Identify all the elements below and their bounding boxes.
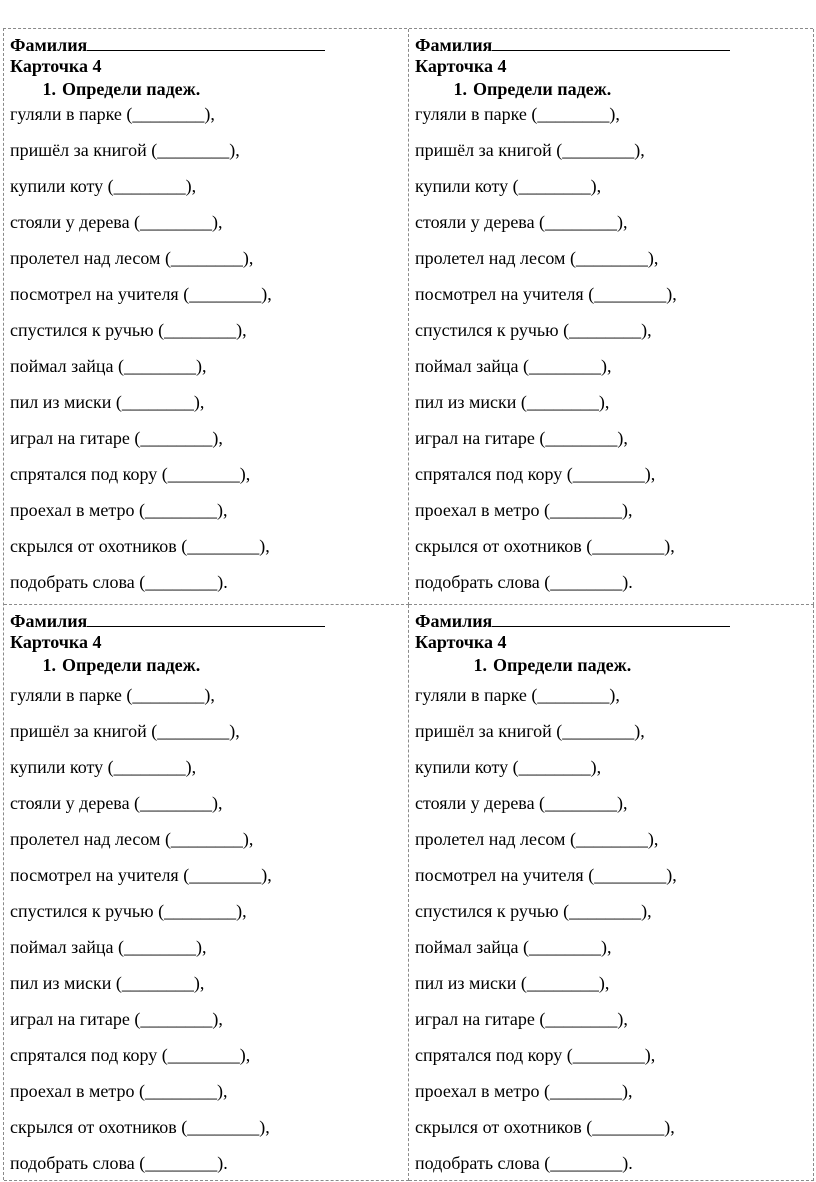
exercise-item: подобрать слова (________). <box>415 1153 633 1173</box>
task-heading <box>10 653 404 677</box>
exercise-item: поймал зайца (________), <box>415 937 612 957</box>
exercise-item: проехал в метро (________), <box>415 500 633 520</box>
exercise-item: скрылся от охотников (________), <box>10 1117 270 1137</box>
card-title: Карточка 4 <box>10 56 102 76</box>
exercise-item: посмотрел на учителя (________), <box>10 284 272 304</box>
surname-label: Фамилия <box>415 35 493 55</box>
exercise-item: подобрать слова (________). <box>10 572 228 592</box>
exercise-item: посмотрел на учителя (________), <box>415 865 677 885</box>
exercise-item: стояли у дерева (________), <box>415 793 628 813</box>
surname-label: Фамилия <box>10 611 88 631</box>
exercise-item: спустился к ручью (________), <box>415 320 652 340</box>
exercise-item: играл на гитаре (________), <box>415 1009 628 1029</box>
surname-blank <box>87 33 325 51</box>
exercise-item: поймал зайца (________), <box>415 356 612 376</box>
exercise-item: гуляли в парке (________), <box>10 104 215 124</box>
exercise-item: спрятался под кору (________), <box>415 1045 656 1065</box>
task-text: Определи падеж. <box>473 79 612 99</box>
exercise-item: проехал в метро (________), <box>10 1081 228 1101</box>
exercise-list <box>415 677 809 1181</box>
exercise-item: пил из миски (________), <box>10 392 205 412</box>
exercise-item: купили коту (________), <box>10 176 197 196</box>
exercise-item: пил из миски (________), <box>10 973 205 993</box>
exercise-item: спустился к ручью (________), <box>10 320 247 340</box>
task-text: Определи падеж. <box>62 79 201 99</box>
surname-label: Фамилия <box>10 35 88 55</box>
exercise-item: купили коту (________), <box>415 176 602 196</box>
exercise-item: пролетел над лесом (________), <box>415 248 659 268</box>
exercise-item: пролетел над лесом (________), <box>10 829 254 849</box>
exercise-item: купили коту (________), <box>415 757 602 777</box>
surname-line <box>415 33 809 55</box>
card-title: Карточка 4 <box>415 632 507 652</box>
exercise-item: скрылся от охотников (________), <box>415 1117 675 1137</box>
exercise-item: пролетел над лесом (________), <box>10 248 254 268</box>
worksheet-card-3 <box>4 605 409 1181</box>
exercise-item: спрятался под кору (________), <box>415 464 656 484</box>
surname-label: Фамилия <box>415 611 493 631</box>
exercise-item: проехал в метро (________), <box>10 500 228 520</box>
task-number: 1. <box>42 79 56 99</box>
exercise-list <box>10 96 404 600</box>
exercise-item: пришёл за книгой (________), <box>415 721 645 741</box>
exercise-item: посмотрел на учителя (________), <box>10 865 272 885</box>
exercise-list <box>10 677 404 1181</box>
surname-line <box>10 33 404 55</box>
exercise-item: спрятался под кору (________), <box>10 464 251 484</box>
worksheet-card-2 <box>409 29 814 605</box>
exercise-item: гуляли в парке (________), <box>415 104 620 124</box>
task-text: Определи падеж. <box>493 655 632 675</box>
exercise-item: пришёл за книгой (________), <box>415 140 645 160</box>
exercise-item: пил из миски (________), <box>415 392 610 412</box>
worksheet-sheet <box>3 28 813 1180</box>
exercise-item: стояли у дерева (________), <box>10 793 223 813</box>
exercise-item: скрылся от охотников (________), <box>10 536 270 556</box>
exercise-item: играл на гитаре (________), <box>10 1009 223 1029</box>
exercise-item: пил из миски (________), <box>415 973 610 993</box>
exercise-list <box>415 96 809 600</box>
exercise-item: играл на гитаре (________), <box>10 428 223 448</box>
task-heading <box>415 653 809 677</box>
worksheet-card-4 <box>409 605 814 1181</box>
exercise-item: скрылся от охотников (________), <box>415 536 675 556</box>
surname-line <box>415 609 809 631</box>
exercise-item: поймал зайца (________), <box>10 937 207 957</box>
exercise-item: гуляли в парке (________), <box>415 685 620 705</box>
exercise-item: спустился к ручью (________), <box>415 901 652 921</box>
surname-line <box>10 609 404 631</box>
exercise-item: играл на гитаре (________), <box>415 428 628 448</box>
card-title: Карточка 4 <box>415 56 507 76</box>
exercise-item: подобрать слова (________). <box>10 1153 228 1173</box>
exercise-item: проехал в метро (________), <box>415 1081 633 1101</box>
task-number: 1. <box>42 655 56 675</box>
surname-blank <box>492 609 730 627</box>
task-number: 1. <box>473 655 487 675</box>
exercise-item: посмотрел на учителя (________), <box>415 284 677 304</box>
task-number: 1. <box>453 79 467 99</box>
task-text: Определи падеж. <box>62 655 201 675</box>
exercise-item: стояли у дерева (________), <box>10 212 223 232</box>
exercise-item: пришёл за книгой (________), <box>10 721 240 741</box>
exercise-item: пролетел над лесом (________), <box>415 829 659 849</box>
exercise-item: подобрать слова (________). <box>415 572 633 592</box>
surname-blank <box>87 609 325 627</box>
exercise-item: купили коту (________), <box>10 757 197 777</box>
exercise-item: стояли у дерева (________), <box>415 212 628 232</box>
exercise-item: спрятался под кору (________), <box>10 1045 251 1065</box>
surname-blank <box>492 33 730 51</box>
worksheet-card-1 <box>4 29 409 605</box>
exercise-item: пришёл за книгой (________), <box>10 140 240 160</box>
exercise-item: спустился к ручью (________), <box>10 901 247 921</box>
exercise-item: поймал зайца (________), <box>10 356 207 376</box>
card-title: Карточка 4 <box>10 632 102 652</box>
exercise-item: гуляли в парке (________), <box>10 685 215 705</box>
